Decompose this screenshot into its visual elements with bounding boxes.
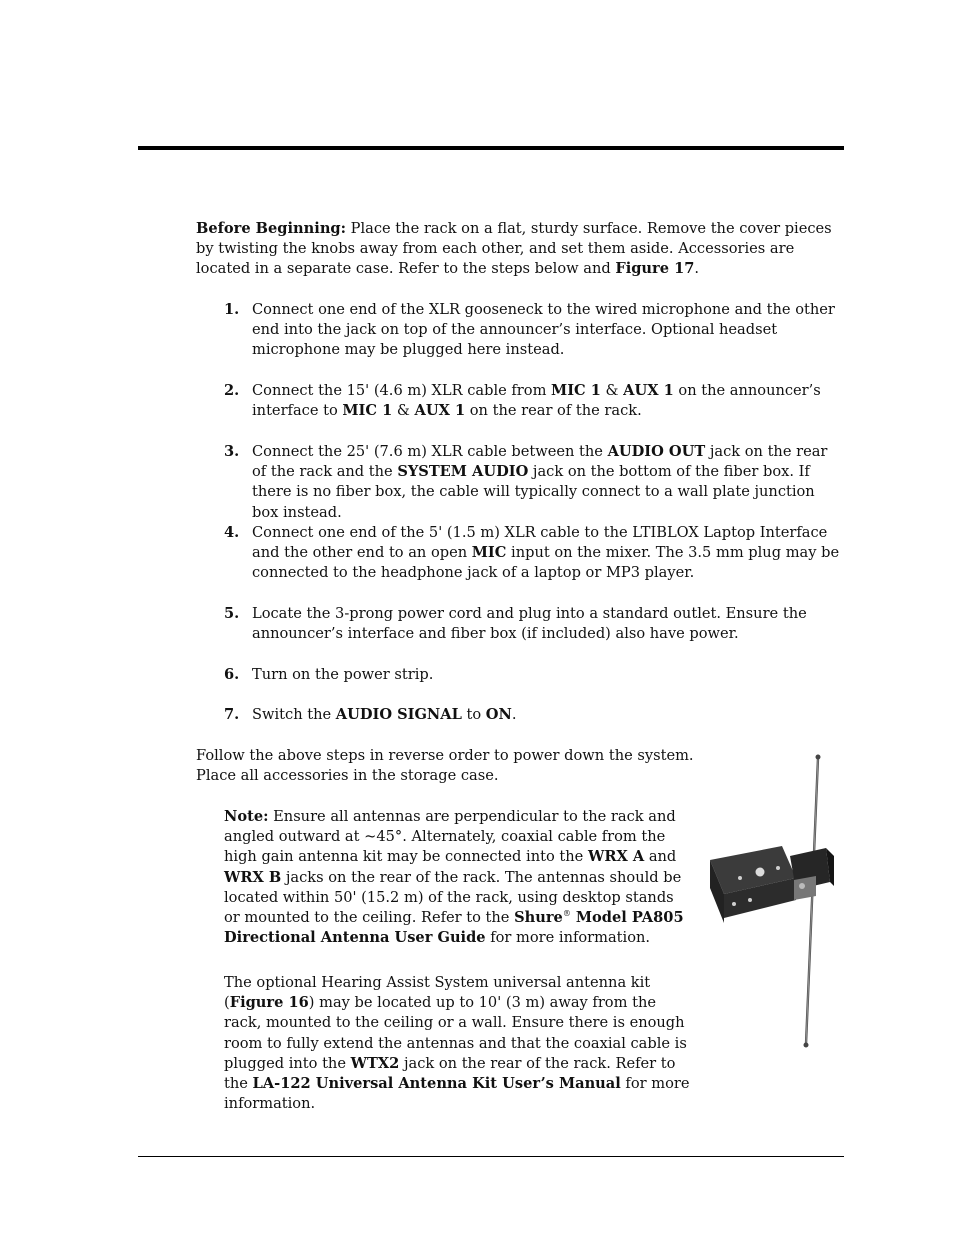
power-down-paragraph: Follow the above steps in reverse order to power down the system. Place all accessories in the storage case. xyxy=(196,747,694,785)
step-number: 3. xyxy=(224,443,240,460)
step-text: Connect the 25' (7.6 m) XLR cable between the AUDIO OUT jack on the rear of the rack and the SYSTEM AUDIO jack on the bottom of the fiber box. If there is no fiber box, the cable will typically connect to a wall plate junction box instead. xyxy=(252,443,828,521)
step-number: 2. xyxy=(224,382,240,399)
step-text: Connect one end of the 5' (1.5 m) XLR cable to the LTIBLOX Laptop Interface and the other end to an open MIC input on the mixer. The 3.5 mm plug may be connected to the headphone jack of a laptop or MP3 player. xyxy=(252,524,840,582)
figure-17-ref: Figure 17 xyxy=(615,260,695,278)
antenna-note: Note: Ensure all antennas are perpendicular to the rack and angled outward at ~45°. Alternately, coaxial cable from the high gain antenna kit may be connected into the WRX A and WRX B jacks on the rear of the rack. The antennas should be located within 50' (15.2 m) of the rack, using desktop stands or mounted to the ceiling. Refer to the Shure® Model PA805 Directional Antenna User Guide for more information. xyxy=(224,808,684,947)
header-rule xyxy=(138,146,844,150)
note-label: Note: xyxy=(224,808,269,825)
step-text: Connect the 15' (4.6 m) XLR cable from MIC 1 & AUX 1 on the announcer’s interface to MIC 1 & AUX 1 on the rear of the rack. xyxy=(252,382,821,420)
before-beginning-label: Before Beginning: xyxy=(196,220,347,237)
step-number: 4. xyxy=(224,524,240,541)
before-beginning-paragraph: Before Beginning: Place the rack on a flat, sturdy surface. Remove the cover pieces by twisting the knobs away from each other, and set them aside. Accessories are located in a separate case. Refer to the steps below and Figure 17. xyxy=(196,220,832,278)
hearing-assist-paragraph: The optional Hearing Assist System universal antenna kit (Figure 16) may be located up to 10' (3 m) away from the rack, mounted to the ceiling or a wall. Ensure there is enough room to fully extend the antennas and that the coaxial cable is plugged into the WTX2 jack on the rear of the rack. Refer to the LA-122 Universal Antenna Kit User’s Manual for more information. xyxy=(224,974,690,1113)
step-number: 1. xyxy=(224,301,240,318)
antenna-image xyxy=(700,748,850,1058)
step-text: Locate the 3-prong power cord and plug into a standard outlet. Ensure the announcer’s interface and fiber box (if included) also have power. xyxy=(252,605,807,643)
step-text: Switch the AUDIO SIGNAL to ON. xyxy=(252,706,517,723)
step-text: Turn on the power strip. xyxy=(252,666,434,683)
step-number: 6. xyxy=(224,666,240,683)
step-number: 5. xyxy=(224,605,240,622)
step-text: Connect one end of the XLR gooseneck to the wired microphone and the other end into the jack on top of the announcer’s interface. Optional headset microphone may be plugged here instead. xyxy=(252,301,835,359)
step-number: 7. xyxy=(224,706,240,723)
footer-rule xyxy=(138,1156,844,1157)
